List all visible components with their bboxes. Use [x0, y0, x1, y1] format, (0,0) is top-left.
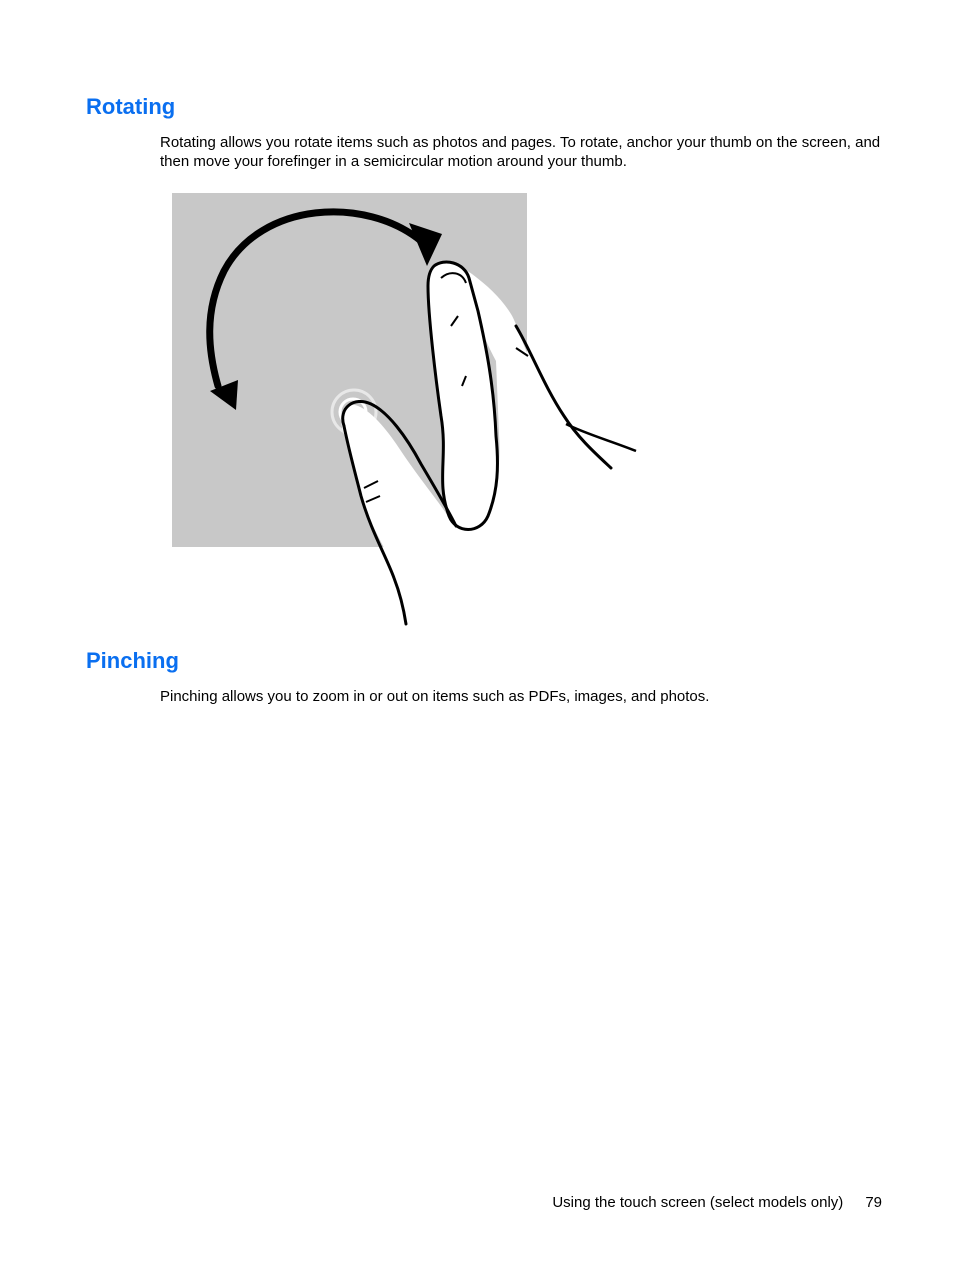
- footer-chapter-title: Using the touch screen (select models only): [552, 1194, 844, 1211]
- rotating-description: Rotating allows you rotate items such as photos and pages. To rotate, anchor your thumb on the screen, and then move your forefinger in a semicircular motion around your thumb.: [160, 134, 881, 170]
- rotating-heading: Rotating: [86, 94, 176, 119]
- pinching-description: Pinching allows you to zoom in or out on items such as PDFs, images, and photos.: [160, 688, 710, 705]
- rotate-gesture-illustration: [166, 186, 646, 628]
- page-footer: [500, 1193, 882, 1212]
- pinching-heading: Pinching: [86, 648, 179, 673]
- page-number: 79: [865, 1194, 882, 1211]
- rotate-gesture-icon: [166, 186, 646, 628]
